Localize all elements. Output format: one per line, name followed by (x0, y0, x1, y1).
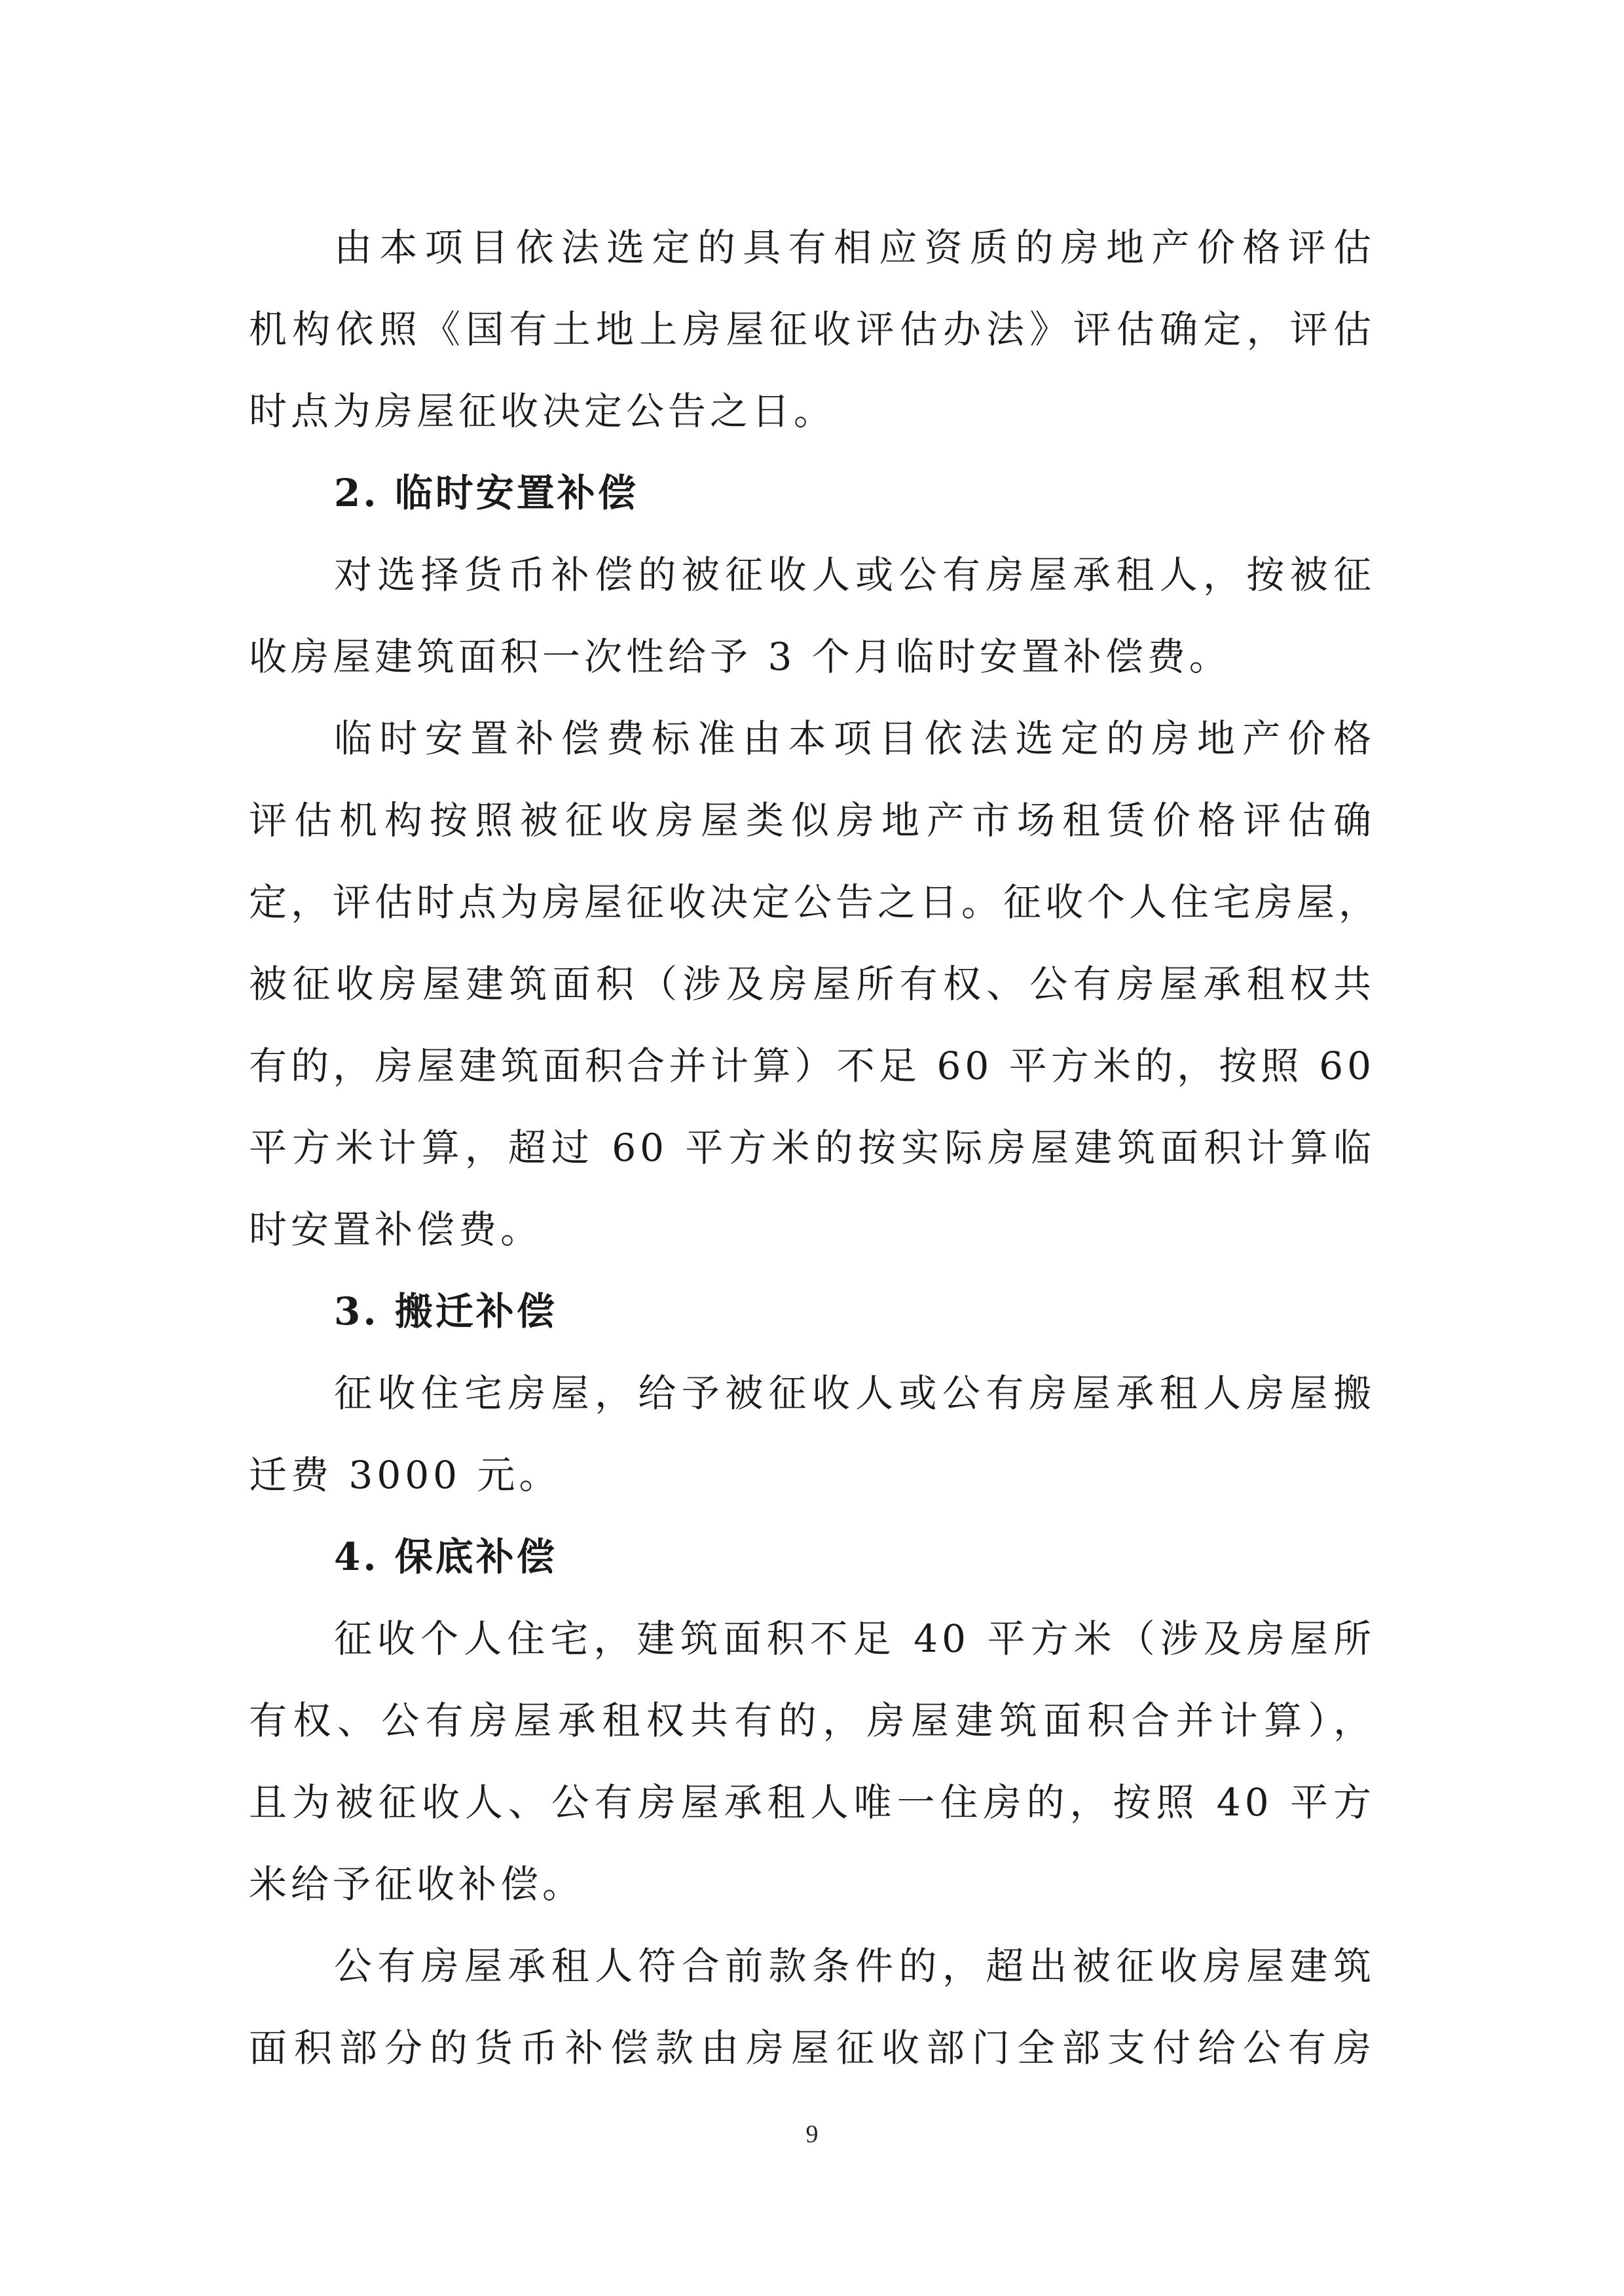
paragraph-line: 有权、公有房屋承租权共有的，房屋建筑面积合并计算）， (249, 1698, 1375, 1743)
paragraph-line: 有的，房屋建筑面积合并计算）不足 60 平方米的，按照 60 (249, 1044, 1375, 1088)
paragraph-line: 迁费 3000 元。 (249, 1453, 561, 1497)
paragraph-line: 评估机构按照被征收房屋类似房地产市场租赁价格评估确 (249, 798, 1375, 843)
paragraph-line: 临时安置补偿费标准由本项目依法选定的房地产价格 (334, 716, 1375, 761)
paragraph-line: 时安置补偿费。 (249, 1207, 543, 1252)
paragraph-line: 征收个人住宅，建筑面积不足 40 平方米（涉及房屋所 (334, 1616, 1375, 1661)
section-heading: 3. 搬迁补偿 (334, 1289, 557, 1334)
section-heading: 4. 保底补偿 (334, 1535, 557, 1579)
paragraph-line: 机构依照《国有土地上房屋征收评估办法》评估确定，评估 (249, 307, 1375, 352)
paragraph-line: 被征收房屋建筑面积（涉及房屋所有权、公有房屋承租权共 (249, 962, 1375, 1006)
paragraph-line: 定，评估时点为房屋征收决定公告之日。征收个人住宅房屋， (249, 880, 1381, 924)
paragraph-line: 且为被征收人、公有房屋承租人唯一住房的，按照 40 平方 (249, 1780, 1375, 1825)
paragraph-line: 对选择货币补偿的被征收人或公有房屋承租人，按被征 (334, 553, 1375, 597)
paragraph-line: 征收住宅房屋，给予被征收人或公有房屋承租人房屋搬 (334, 1371, 1375, 1415)
paragraph-line: 平方米计算，超过 60 平方米的按实际房屋建筑面积计算临 (249, 1125, 1375, 1170)
section-heading: 2. 临时安置补偿 (334, 471, 638, 515)
paragraph-line: 公有房屋承租人符合前款条件的，超出被征收房屋建筑 (334, 1944, 1375, 1988)
paragraph-line: 米给予征收补偿。 (249, 1862, 585, 1906)
paragraph-line: 时点为房屋征收决定公告之日。 (249, 389, 836, 433)
paragraph-line: 面积部分的货币补偿款由房屋征收部门全部支付给公有房 (249, 2026, 1375, 2070)
page-number: 9 (805, 2121, 819, 2148)
paragraph-line: 收房屋建筑面积一次性给予 3 个月临时安置补偿费。 (249, 634, 1231, 679)
paragraph-line: 由本项目依法选定的具有相应资质的房地产价格评估 (334, 225, 1375, 270)
